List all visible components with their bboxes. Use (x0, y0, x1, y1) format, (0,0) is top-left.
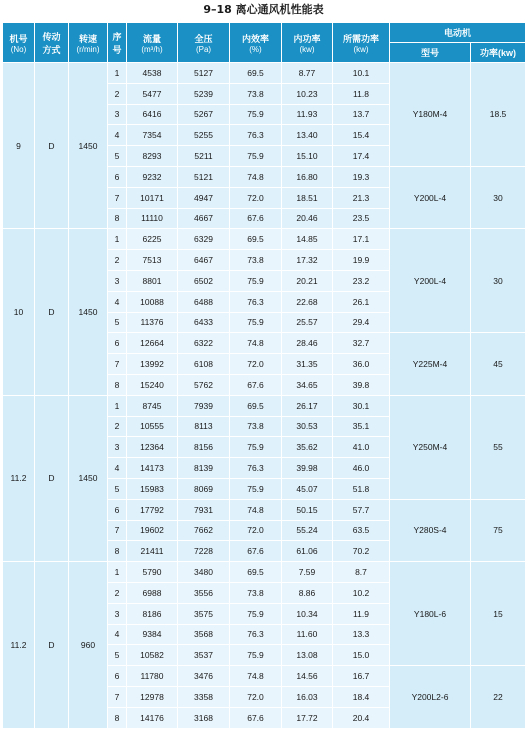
efficiency-cell: 67.6 (230, 208, 282, 229)
pressure-cell: 7662 (178, 520, 230, 541)
pressure-cell: 3537 (178, 645, 230, 666)
pressure-cell: 6329 (178, 229, 230, 250)
seq-cell: 5 (108, 645, 127, 666)
internal-power-cell: 20.21 (282, 270, 333, 291)
internal-power-cell: 14.56 (282, 666, 333, 687)
efficiency-cell: 75.9 (230, 478, 282, 499)
flow-cell: 10088 (127, 291, 178, 312)
efficiency-cell: 67.6 (230, 541, 282, 562)
table-title: 9–18 离心通风机性能表 (203, 3, 324, 16)
flow-cell: 9232 (127, 166, 178, 187)
flow-cell: 12364 (127, 437, 178, 458)
pressure-cell: 8069 (178, 478, 230, 499)
required-power-cell: 30.1 (333, 395, 390, 416)
efficiency-cell: 72.0 (230, 686, 282, 707)
required-power-cell: 11.8 (333, 83, 390, 104)
performance-table (2, 22, 526, 729)
required-power-cell: 15.4 (333, 125, 390, 146)
flow-cell: 7513 (127, 250, 178, 271)
motor-power-cell: 75 (471, 499, 526, 561)
pressure-cell: 4947 (178, 187, 230, 208)
flow-cell: 7354 (127, 125, 178, 146)
seq-cell: 5 (108, 478, 127, 499)
internal-power-cell: 11.60 (282, 624, 333, 645)
required-power-cell: 26.1 (333, 291, 390, 312)
required-power-cell: 8.7 (333, 562, 390, 583)
table-row (3, 562, 526, 583)
pressure-cell: 6467 (178, 250, 230, 271)
motor-model-cell: Y180L-6 (390, 562, 471, 666)
seq-cell: 5 (108, 146, 127, 167)
motor-power-cell: 22 (471, 666, 526, 728)
efficiency-cell: 75.9 (230, 603, 282, 624)
seq-cell: 1 (108, 229, 127, 250)
speed-cell: 1450 (69, 63, 108, 229)
efficiency-cell: 69.5 (230, 63, 282, 84)
motor-model-cell: Y200L-4 (390, 229, 471, 333)
flow-cell: 6988 (127, 582, 178, 603)
flow-cell: 11110 (127, 208, 178, 229)
motor-model-cell: Y250M-4 (390, 395, 471, 499)
internal-power-cell: 25.57 (282, 312, 333, 333)
flow-cell: 10555 (127, 416, 178, 437)
required-power-cell: 57.7 (333, 499, 390, 520)
pressure-cell: 3480 (178, 562, 230, 583)
header-motor-model: 型号 (390, 43, 471, 63)
efficiency-cell: 74.8 (230, 333, 282, 354)
internal-power-cell: 20.46 (282, 208, 333, 229)
required-power-cell: 39.8 (333, 374, 390, 395)
motor-model-cell: Y200L2-6 (390, 666, 471, 728)
table-row (3, 229, 526, 250)
internal-power-cell: 22.68 (282, 291, 333, 312)
motor-power-cell: 15 (471, 562, 526, 666)
pressure-cell: 8113 (178, 416, 230, 437)
seq-cell: 2 (108, 83, 127, 104)
efficiency-cell: 74.8 (230, 166, 282, 187)
pressure-cell: 8139 (178, 458, 230, 479)
required-power-cell: 32.7 (333, 333, 390, 354)
header-seq: 序 号 (108, 23, 127, 63)
seq-cell: 6 (108, 333, 127, 354)
efficiency-cell: 73.8 (230, 582, 282, 603)
efficiency-cell: 76.3 (230, 291, 282, 312)
drive-cell: D (35, 562, 69, 728)
seq-cell: 8 (108, 707, 127, 728)
efficiency-cell: 69.5 (230, 229, 282, 250)
seq-cell: 1 (108, 395, 127, 416)
drive-cell: D (35, 229, 69, 395)
seq-cell: 4 (108, 125, 127, 146)
pressure-cell: 6502 (178, 270, 230, 291)
drive-cell: D (35, 395, 69, 561)
motor-model-cell: Y200L-4 (390, 166, 471, 228)
required-power-cell: 10.2 (333, 582, 390, 603)
seq-cell: 1 (108, 63, 127, 84)
internal-power-cell: 61.06 (282, 541, 333, 562)
motor-model-cell: Y180M-4 (390, 63, 471, 167)
speed-cell: 1450 (69, 229, 108, 395)
internal-power-cell: 18.51 (282, 187, 333, 208)
seq-cell: 2 (108, 582, 127, 603)
flow-cell: 10582 (127, 645, 178, 666)
efficiency-cell: 74.8 (230, 666, 282, 687)
required-power-cell: 19.3 (333, 166, 390, 187)
seq-cell: 3 (108, 437, 127, 458)
flow-cell: 10171 (127, 187, 178, 208)
pressure-cell: 4667 (178, 208, 230, 229)
internal-power-cell: 17.32 (282, 250, 333, 271)
flow-cell: 17792 (127, 499, 178, 520)
seq-cell: 3 (108, 270, 127, 291)
efficiency-cell: 72.0 (230, 520, 282, 541)
required-power-cell: 17.1 (333, 229, 390, 250)
seq-cell: 6 (108, 499, 127, 520)
internal-power-cell: 17.72 (282, 707, 333, 728)
seq-cell: 4 (108, 291, 127, 312)
required-power-cell: 70.2 (333, 541, 390, 562)
efficiency-cell: 67.6 (230, 374, 282, 395)
flow-cell: 12978 (127, 686, 178, 707)
internal-power-cell: 13.40 (282, 125, 333, 146)
required-power-cell: 63.5 (333, 520, 390, 541)
machine-no-cell: 9 (3, 63, 35, 229)
internal-power-cell: 30.53 (282, 416, 333, 437)
pressure-cell: 7939 (178, 395, 230, 416)
flow-cell: 12664 (127, 333, 178, 354)
efficiency-cell: 76.3 (230, 624, 282, 645)
required-power-cell: 15.0 (333, 645, 390, 666)
seq-cell: 4 (108, 458, 127, 479)
seq-cell: 7 (108, 187, 127, 208)
flow-cell: 15240 (127, 374, 178, 395)
flow-cell: 21411 (127, 541, 178, 562)
pressure-cell: 7228 (178, 541, 230, 562)
speed-cell: 960 (69, 562, 108, 728)
efficiency-cell: 75.9 (230, 437, 282, 458)
internal-power-cell: 13.08 (282, 645, 333, 666)
machine-no-cell: 10 (3, 229, 35, 395)
pressure-cell: 3556 (178, 582, 230, 603)
seq-cell: 1 (108, 562, 127, 583)
motor-power-cell: 55 (471, 395, 526, 499)
required-power-cell: 51.8 (333, 478, 390, 499)
pressure-cell: 3575 (178, 603, 230, 624)
internal-power-cell: 10.23 (282, 83, 333, 104)
internal-power-cell: 11.93 (282, 104, 333, 125)
seq-cell: 5 (108, 312, 127, 333)
pressure-cell: 6322 (178, 333, 230, 354)
flow-cell: 8801 (127, 270, 178, 291)
pressure-cell: 5211 (178, 146, 230, 167)
flow-cell: 5790 (127, 562, 178, 583)
internal-power-cell: 31.35 (282, 354, 333, 375)
motor-power-cell: 18.5 (471, 63, 526, 167)
efficiency-cell: 73.8 (230, 250, 282, 271)
internal-power-cell: 14.85 (282, 229, 333, 250)
efficiency-cell: 75.9 (230, 312, 282, 333)
header-required-power: 所需功率 (kw) (333, 23, 390, 63)
header-speed: 转速 (r/min) (69, 23, 108, 63)
flow-cell: 9384 (127, 624, 178, 645)
required-power-cell: 11.9 (333, 603, 390, 624)
flow-cell: 8293 (127, 146, 178, 167)
efficiency-cell: 69.5 (230, 395, 282, 416)
seq-cell: 2 (108, 416, 127, 437)
pressure-cell: 6433 (178, 312, 230, 333)
efficiency-cell: 72.0 (230, 187, 282, 208)
efficiency-cell: 75.9 (230, 146, 282, 167)
efficiency-cell: 73.8 (230, 416, 282, 437)
required-power-cell: 19.9 (333, 250, 390, 271)
required-power-cell: 21.3 (333, 187, 390, 208)
seq-cell: 8 (108, 541, 127, 562)
pressure-cell: 5267 (178, 104, 230, 125)
flow-cell: 6225 (127, 229, 178, 250)
internal-power-cell: 16.03 (282, 686, 333, 707)
internal-power-cell: 39.98 (282, 458, 333, 479)
pressure-cell: 5239 (178, 83, 230, 104)
seq-cell: 7 (108, 686, 127, 707)
header-machine-no: 机号 (No) (3, 23, 35, 63)
required-power-cell: 36.0 (333, 354, 390, 375)
drive-cell: D (35, 63, 69, 229)
table-row (3, 395, 526, 416)
seq-cell: 6 (108, 666, 127, 687)
internal-power-cell: 15.10 (282, 146, 333, 167)
header-pressure: 全压 (Pa) (178, 23, 230, 63)
pressure-cell: 3568 (178, 624, 230, 645)
header-motor-power: 功率(kw) (471, 43, 526, 63)
required-power-cell: 17.4 (333, 146, 390, 167)
flow-cell: 13992 (127, 354, 178, 375)
motor-model-cell: Y225M-4 (390, 333, 471, 395)
internal-power-cell: 26.17 (282, 395, 333, 416)
efficiency-cell: 76.3 (230, 458, 282, 479)
seq-cell: 7 (108, 520, 127, 541)
required-power-cell: 13.3 (333, 624, 390, 645)
pressure-cell: 6488 (178, 291, 230, 312)
flow-cell: 8745 (127, 395, 178, 416)
internal-power-cell: 28.46 (282, 333, 333, 354)
pressure-cell: 6108 (178, 354, 230, 375)
pressure-cell: 8156 (178, 437, 230, 458)
flow-cell: 19602 (127, 520, 178, 541)
speed-cell: 1450 (69, 395, 108, 561)
efficiency-cell: 72.0 (230, 354, 282, 375)
internal-power-cell: 55.24 (282, 520, 333, 541)
machine-no-cell: 11.2 (3, 395, 35, 561)
header-motor: 电动机 (390, 23, 526, 43)
flow-cell: 14173 (127, 458, 178, 479)
internal-power-cell: 7.59 (282, 562, 333, 583)
table-body (3, 63, 526, 729)
internal-power-cell: 35.62 (282, 437, 333, 458)
flow-cell: 11780 (127, 666, 178, 687)
header-efficiency: 内效率 (%) (230, 23, 282, 63)
flow-cell: 5477 (127, 83, 178, 104)
seq-cell: 8 (108, 208, 127, 229)
seq-cell: 3 (108, 603, 127, 624)
pressure-cell: 5255 (178, 125, 230, 146)
pressure-cell: 3358 (178, 686, 230, 707)
header-flow: 流量 (m³/h) (127, 23, 178, 63)
pressure-cell: 5121 (178, 166, 230, 187)
header-drive: 传动 方式 (35, 23, 69, 63)
required-power-cell: 35.1 (333, 416, 390, 437)
flow-cell: 6416 (127, 104, 178, 125)
seq-cell: 3 (108, 104, 127, 125)
required-power-cell: 13.7 (333, 104, 390, 125)
pressure-cell: 5127 (178, 63, 230, 84)
required-power-cell: 18.4 (333, 686, 390, 707)
internal-power-cell: 8.77 (282, 63, 333, 84)
pressure-cell: 3476 (178, 666, 230, 687)
required-power-cell: 20.4 (333, 707, 390, 728)
flow-cell: 4538 (127, 63, 178, 84)
pressure-cell: 3168 (178, 707, 230, 728)
internal-power-cell: 34.65 (282, 374, 333, 395)
seq-cell: 2 (108, 250, 127, 271)
required-power-cell: 29.4 (333, 312, 390, 333)
motor-power-cell: 30 (471, 229, 526, 333)
required-power-cell: 10.1 (333, 63, 390, 84)
required-power-cell: 23.2 (333, 270, 390, 291)
machine-no-cell: 11.2 (3, 562, 35, 728)
seq-cell: 8 (108, 374, 127, 395)
efficiency-cell: 69.5 (230, 562, 282, 583)
required-power-cell: 16.7 (333, 666, 390, 687)
efficiency-cell: 75.9 (230, 104, 282, 125)
required-power-cell: 41.0 (333, 437, 390, 458)
internal-power-cell: 10.34 (282, 603, 333, 624)
internal-power-cell: 16.80 (282, 166, 333, 187)
motor-power-cell: 30 (471, 166, 526, 228)
efficiency-cell: 76.3 (230, 125, 282, 146)
required-power-cell: 46.0 (333, 458, 390, 479)
required-power-cell: 23.5 (333, 208, 390, 229)
table-row (3, 63, 526, 84)
efficiency-cell: 75.9 (230, 645, 282, 666)
internal-power-cell: 45.07 (282, 478, 333, 499)
seq-cell: 6 (108, 166, 127, 187)
motor-model-cell: Y280S-4 (390, 499, 471, 561)
efficiency-cell: 74.8 (230, 499, 282, 520)
internal-power-cell: 8.86 (282, 582, 333, 603)
flow-cell: 8186 (127, 603, 178, 624)
flow-cell: 14176 (127, 707, 178, 728)
internal-power-cell: 50.15 (282, 499, 333, 520)
flow-cell: 15983 (127, 478, 178, 499)
seq-cell: 7 (108, 354, 127, 375)
pressure-cell: 7931 (178, 499, 230, 520)
efficiency-cell: 75.9 (230, 270, 282, 291)
header-internal-power: 内功率 (kw) (282, 23, 333, 63)
pressure-cell: 5762 (178, 374, 230, 395)
efficiency-cell: 73.8 (230, 83, 282, 104)
flow-cell: 11376 (127, 312, 178, 333)
efficiency-cell: 67.6 (230, 707, 282, 728)
seq-cell: 4 (108, 624, 127, 645)
motor-power-cell: 45 (471, 333, 526, 395)
